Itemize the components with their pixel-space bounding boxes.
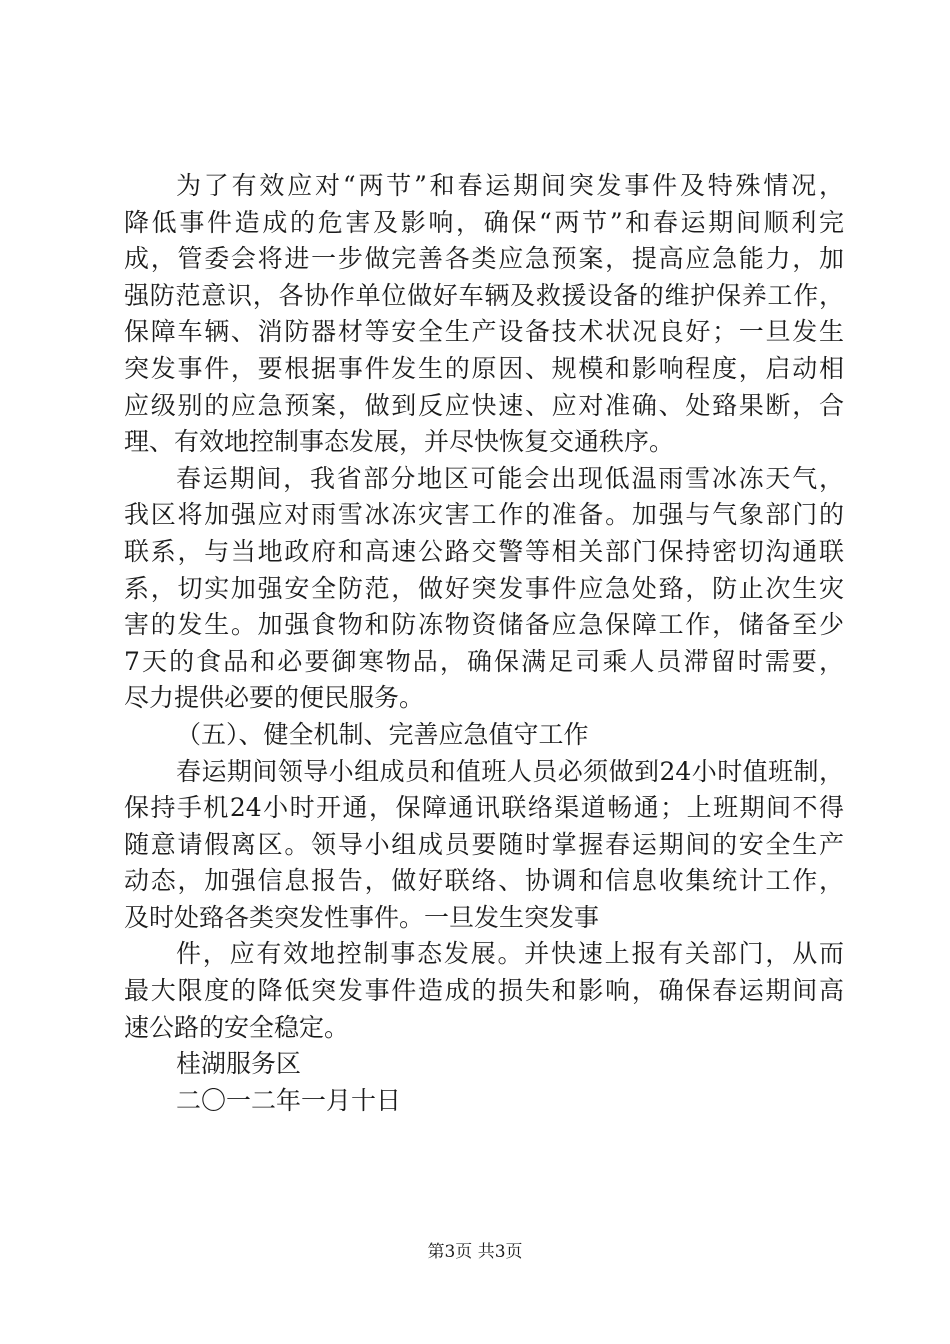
- text-line: 随意请假离区。领导小组成员要随时掌握春运期间的安全生产: [124, 829, 844, 859]
- text-line: 最大限度的降低突发事件造成的损失和影响，确保春运期间高: [124, 976, 844, 1006]
- text-line: 件，应有效地控制事态发展。并快速上报有关部门，从而: [176, 939, 844, 969]
- section-heading: （五）、健全机制、完善应急值守工作: [176, 719, 589, 749]
- text-line: 尽力提供必要的便民服务。: [124, 683, 425, 713]
- text-line: 成，管委会将进一步做完善各类应急预案，提高应急能力，加: [124, 244, 844, 274]
- text-line: 应级别的应急预案，做到反应快速、应对准确、处臵果断，合: [124, 390, 844, 420]
- text-line: 强防范意识，各协作单位做好车辆及救援设备的维护保养工作，: [124, 280, 844, 310]
- text-line: 突发事件，要根据事件发生的原因、规模和影响程度，启动相: [124, 353, 844, 383]
- text-line: 害的发生。加强食物和防冻物资储备应急保障工作，储备至少: [124, 610, 844, 640]
- text-line: 联系，与当地政府和高速公路交警等相关部门保持密切沟通联: [124, 536, 844, 566]
- text-line: 及时处臵各类突发性事件。一旦发生突发事: [124, 902, 600, 932]
- text-line: 我区将加强应对雨雪冰冻灾害工作的准备。加强与气象部门的: [124, 500, 844, 530]
- page-number-footer: 第3页 共3页: [427, 1242, 523, 1262]
- text-line: 降低事件造成的危害及影响，确保“两节”和春运期间顺利完: [124, 207, 844, 237]
- signature-organization: 桂湖服务区: [176, 1049, 302, 1079]
- document-body: [124, 168, 844, 1119]
- text-line: 保障车辆、消防器材等安全生产设备技术状况良好；一旦发生: [124, 317, 844, 347]
- text-line: 速公路的安全稳定。: [124, 1012, 350, 1042]
- text-line: 为了有效应对“两节”和春运期间突发事件及特殊情况，: [176, 171, 844, 200]
- text-line: 系，切实加强安全防范，做好突发事件应急处臵，防止次生灾: [124, 573, 844, 603]
- text-line: 保持手机24小时开通，保障通讯联络渠道畅通；上班期间不得: [124, 793, 844, 823]
- text-line: 7天的食品和必要御寒物品，确保满足司乘人员滞留时需要，: [124, 646, 844, 676]
- signature-date: 二〇一二年一月十日: [176, 1085, 402, 1115]
- text-line: 春运期间，我省部分地区可能会出现低温雨雪冰冻天气，: [176, 463, 844, 493]
- text-line: 理、有效地控制事态发展，并尽快恢复交通秩序。: [124, 427, 675, 457]
- text-line: 春运期间领导小组成员和值班人员必须做到24小时值班制，: [176, 756, 844, 786]
- text-line: 动态，加强信息报告，做好联络、协调和信息收集统计工作，: [124, 866, 844, 896]
